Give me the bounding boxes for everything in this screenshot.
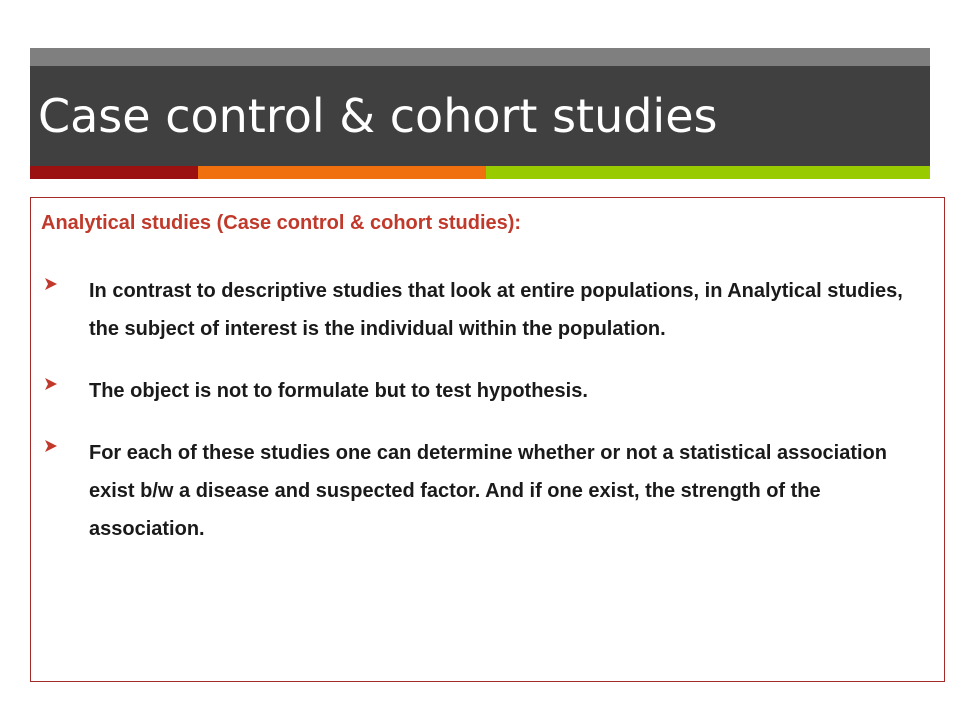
title-top-strip [30,48,930,66]
slide-title: Case control & cohort studies [38,89,718,143]
section-heading: Analytical studies (Case control & cohort studies): [41,212,522,234]
bullet-text: The object is not to formulate but to test hypothesis. [89,380,588,402]
arrow-bullet-icon [43,376,59,392]
bullet-item [41,372,936,410]
title-bar [30,66,930,166]
accent-bar [30,166,930,179]
accent-segment-orange [198,166,486,179]
bullet-item [41,272,936,348]
bullet-text: For each of these studies one can determine whether or not a statistical association exist b/w a disease and suspected factor. And if one exist, the strength of the association. [89,442,887,540]
bullet-item [41,434,936,548]
accent-segment-green [486,166,930,179]
accent-segment-red [30,166,198,179]
arrow-bullet-icon [43,438,59,454]
arrow-bullet-icon [43,276,59,292]
content-box [30,197,945,682]
bullet-list [41,272,936,572]
bullet-text: In contrast to descriptive studies that look at entire populations, in Analytical studies, the subject of interest is the individual within the population. [89,280,903,340]
